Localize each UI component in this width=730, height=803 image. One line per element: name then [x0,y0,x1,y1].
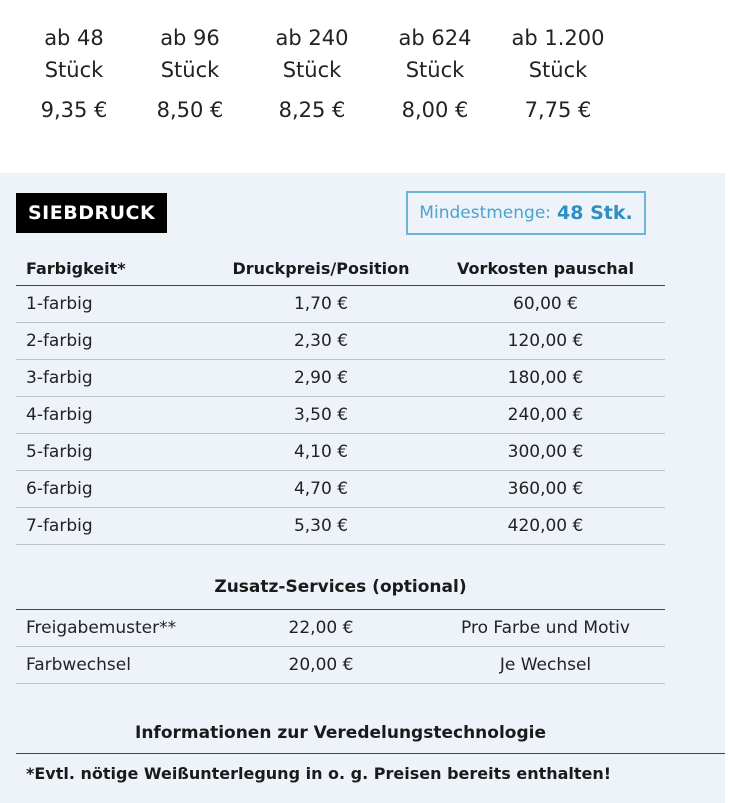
cell-vorkosten: 420,00 € [426,508,665,545]
cell-vorkosten: 120,00 € [426,323,665,360]
cell-farbigkeit: 4-farbig [16,397,216,434]
minimum-quantity-label: Mindestmenge: [419,203,552,223]
tier-unit: Stück [160,58,220,82]
tier-qty: ab 96 [160,26,220,50]
table-row [16,610,665,647]
zusatz-services-table [16,609,665,684]
cell-druckpreis: 2,90 € [216,360,426,397]
tier-unit: Stück [405,58,465,82]
cell-vorkosten: 180,00 € [426,360,665,397]
tier-price: 7,75 € [524,98,592,122]
cell-druckpreis: 4,70 € [216,471,426,508]
tier-unit: Stück [528,58,588,82]
veredelung-info-link[interactable]: Informationen zur Veredelungstechnologie [135,723,546,743]
header-farbigkeit: Farbigkeit* [16,251,216,286]
cell-vorkosten: 360,00 € [426,471,665,508]
tier-price: 9,35 € [40,98,108,122]
tier-qty: ab 1.200 [511,26,605,50]
tier-unit: Stück [282,58,342,82]
cell-farbigkeit: 1-farbig [16,286,216,323]
cell-druckpreis: 2,30 € [216,323,426,360]
header-vorkosten: Vorkosten pauschal [426,251,665,286]
cell-druckpreis: 4,10 € [216,434,426,471]
table-row [16,397,665,434]
table-row [16,471,665,508]
table-row [16,360,665,397]
tier-qty: ab 48 [44,26,104,50]
footnote: *Evtl. nötige Weißunterlegung in o. g. Preisen bereits enthalten! [16,753,725,783]
quantity-price-tiers [0,22,730,132]
table-row [16,647,665,684]
cell-service-note: Pro Farbe und Motiv [426,610,665,647]
cell-service: Freigabemuster** [16,610,216,647]
print-price-table [16,251,665,545]
tier-price: 8,25 € [278,98,346,122]
table-row [16,434,665,471]
cell-service-price: 22,00 € [216,610,426,647]
table-row [16,286,665,323]
cell-farbigkeit: 2-farbig [16,323,216,360]
cell-farbigkeit: 7-farbig [16,508,216,545]
cell-farbigkeit: 5-farbig [16,434,216,471]
cell-service-note: Je Wechsel [426,647,665,684]
table-header-row [16,251,665,286]
tier-price: 8,00 € [401,98,469,122]
siebdruck-badge: SIEBDRUCK [16,193,167,233]
tier-unit: Stück [44,58,104,82]
tier-1 [14,22,134,122]
cell-druckpreis: 1,70 € [216,286,426,323]
cell-druckpreis: 3,50 € [216,397,426,434]
cell-farbigkeit: 3-farbig [16,360,216,397]
zusatz-services-title: Zusatz-Services (optional) [214,577,467,597]
tier-qty: ab 624 [398,26,472,50]
cell-vorkosten: 300,00 € [426,434,665,471]
siebdruck-panel [0,173,725,803]
tier-2 [130,22,250,122]
cell-druckpreis: 5,30 € [216,508,426,545]
cell-service: Farbwechsel [16,647,216,684]
cell-farbigkeit: 6-farbig [16,471,216,508]
tier-3 [252,22,372,122]
cell-service-price: 20,00 € [216,647,426,684]
cell-vorkosten: 240,00 € [426,397,665,434]
cell-vorkosten: 60,00 € [426,286,665,323]
tier-4 [375,22,495,122]
table-row [16,323,665,360]
minimum-quantity-value: 48 Stk. [557,202,633,224]
tier-5 [498,22,618,122]
table-row [16,508,665,545]
minimum-quantity-box [406,191,646,235]
tier-price: 8,50 € [156,98,224,122]
header-druckpreis: Druckpreis/Position [216,251,426,286]
tier-qty: ab 240 [275,26,349,50]
